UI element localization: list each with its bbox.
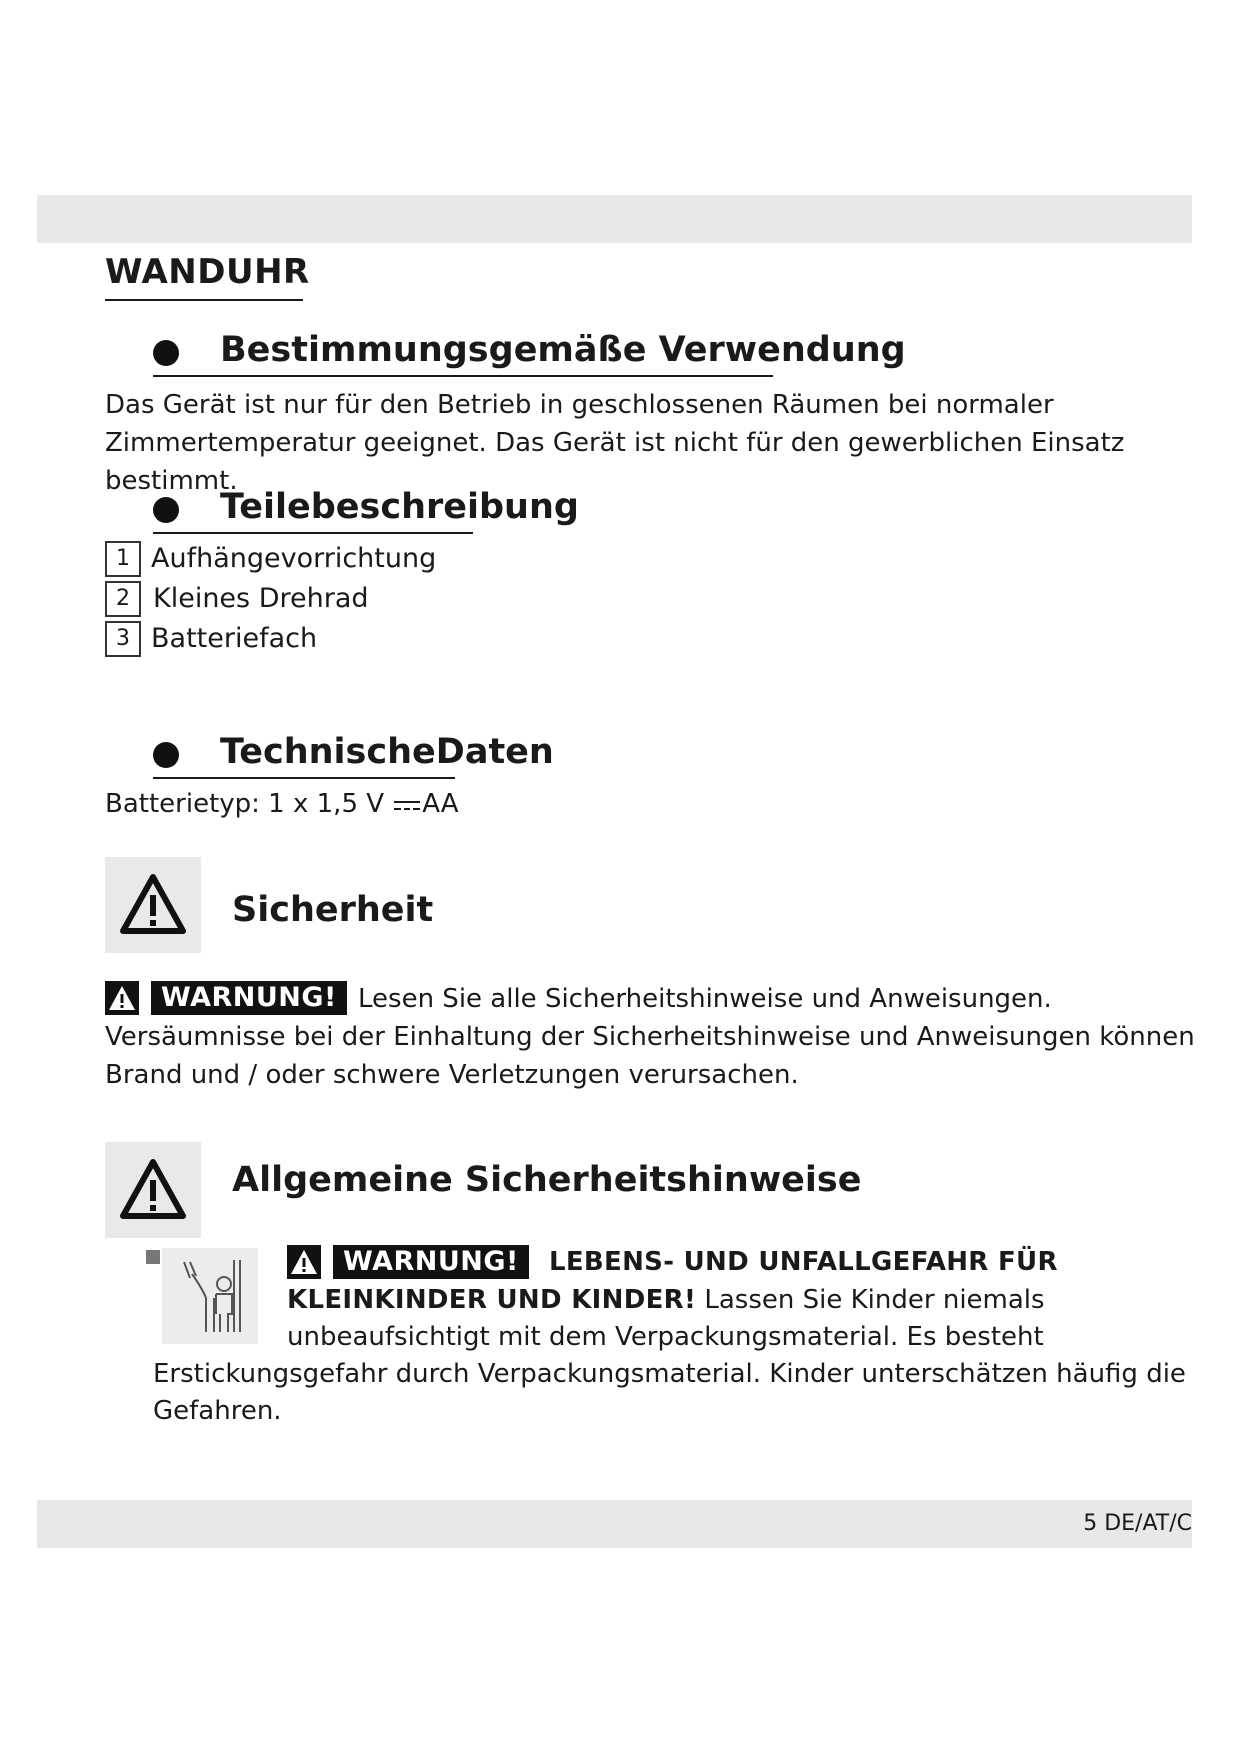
- footer-band: [37, 1500, 1192, 1548]
- section-bullet: [153, 497, 179, 523]
- header-band: [37, 195, 1192, 243]
- page-footer: 5 DE/AT/C: [1083, 1511, 1192, 1536]
- child-hazard-icon: [162, 1248, 258, 1344]
- usage-text-line-1: Das Gerät ist nur für den Betrieb in geschlossenen Räumen bei normaler: [105, 390, 1054, 420]
- hazard-caps-line-1: LEBENS- UND UNFALLGEFAHR FÜR: [549, 1247, 1058, 1277]
- section-heading-usage: Bestimmungsgemäße Verwendung: [220, 330, 906, 370]
- warning-label: WARNUNG!: [333, 1245, 529, 1279]
- usage-text-line-2: Zimmertemperatur geeignet. Das Gerät ist nicht für den gewerblichen Einsatz bestimmt.: [105, 428, 1125, 496]
- section-heading-safety: Sicherheit: [232, 890, 434, 930]
- document-title: WANDUHR: [105, 252, 310, 292]
- battery-spec: [105, 785, 459, 824]
- warning-triangle-icon: [105, 1142, 201, 1238]
- section-underline: [153, 375, 773, 377]
- hazard-text-line-4: Erstickungsgefahr durch Verpackungsmaterial. Kinder unterschätzen häufig die: [153, 1359, 1186, 1389]
- section-heading-parts: Teilebeschreibung: [220, 487, 579, 527]
- safety-text-line-3: Brand und / oder schwere Verletzungen verursachen.: [105, 1060, 799, 1090]
- hazard-text-line-2-rest: Lassen Sie Kinder niemals: [704, 1285, 1045, 1315]
- section-heading-tech: TechnischeDaten: [220, 732, 554, 772]
- list-bullet: [146, 1250, 160, 1264]
- part-number: 2: [105, 581, 141, 617]
- section-bullet: [153, 340, 179, 366]
- hazard-text-line-2: [287, 1281, 1045, 1319]
- battery-spec-label: Batterietyp: 1 x 1,5 V: [105, 789, 385, 819]
- warning-triangle-icon: [105, 857, 201, 953]
- warning-label: WARNUNG!: [151, 981, 347, 1015]
- part-label: Kleines Drehrad: [153, 583, 369, 614]
- section-underline: [153, 532, 473, 534]
- battery-type: AA: [422, 789, 459, 819]
- hazard-text-line-3: unbeaufsichtigt mit dem Verpackungsmaterial. Es besteht: [287, 1322, 1044, 1352]
- part-label: Aufhängevorrichtung: [151, 543, 437, 574]
- hazard-caps-line-2: KLEINKINDER UND KINDER!: [287, 1285, 697, 1315]
- part-number: 1: [105, 541, 141, 577]
- section-heading-general-safety: Allgemeine Sicherheitshinweise: [232, 1160, 862, 1200]
- section-bullet: [153, 742, 179, 768]
- hazard-text-line-5: Gefahren.: [153, 1396, 282, 1426]
- title-underline: [105, 299, 303, 301]
- safety-text-line-2: Versäumnisse bei der Einhaltung der Sicherheitshinweise und Anweisungen können: [105, 1022, 1195, 1052]
- warning-small-icon: [287, 1245, 321, 1279]
- warning-small-icon: [105, 981, 139, 1015]
- dc-symbol-icon: [394, 786, 420, 824]
- part-label: Batteriefach: [151, 623, 318, 654]
- section-underline: [153, 777, 455, 779]
- safety-text-line-1: Lesen Sie alle Sicherheitshinweise und Anweisungen.: [358, 984, 1052, 1014]
- part-number: 3: [105, 621, 141, 657]
